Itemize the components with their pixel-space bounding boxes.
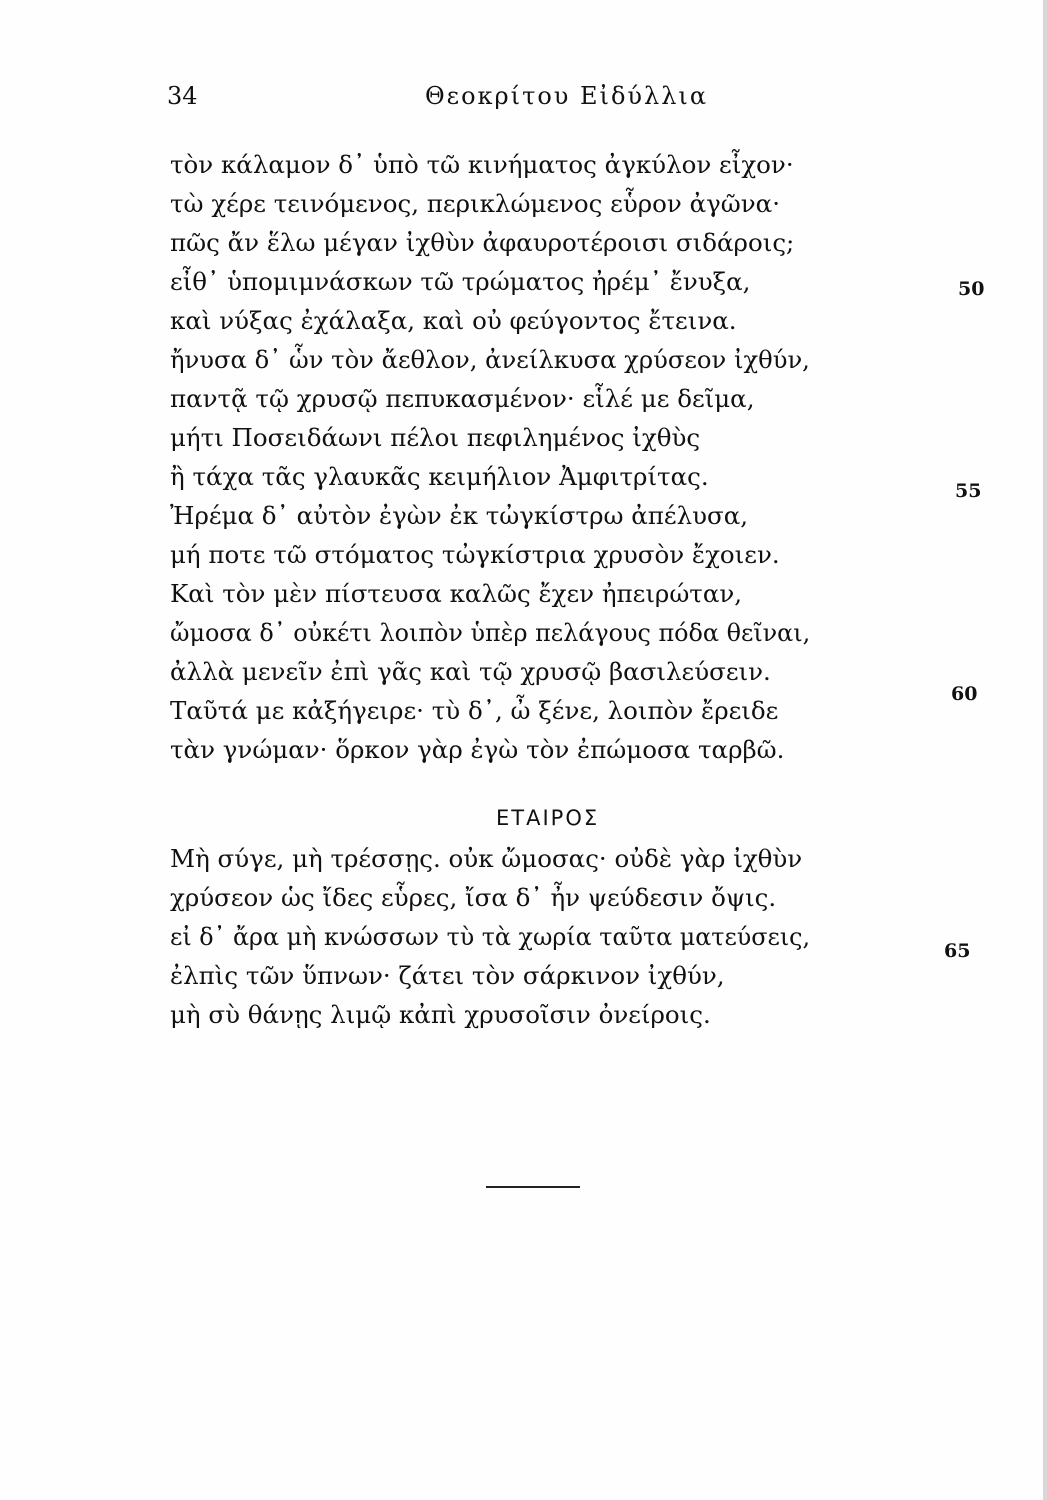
running-title: Θεοκρίτου Εἰδύλλια <box>425 82 709 110</box>
page-header <box>0 82 1047 122</box>
line-number: 55 <box>955 480 982 502</box>
verse-line: ἢ τάχα τᾶς γλαυκᾶς κειμήλιον Ἀμφιτρίτας. <box>170 462 709 491</box>
verse-line: ἤνυσα δ᾽ ὧν τὸν ἄεθλον, ἀνείλκυσα χρύσεον ἰχθύν, <box>170 345 810 374</box>
page-edge-shadow <box>1043 0 1047 1500</box>
verse-line: τὸν κάλαμον δ᾽ ὑπὸ τῶ κινήματος ἀγκύλον εἶχον· <box>170 150 794 179</box>
line-number: 60 <box>951 683 978 705</box>
page-number: 34 <box>167 82 198 110</box>
verse-line: τὼ χέρε τεινόμενος, περικλώμενος εὗρον ἀγῶνα· <box>170 189 780 218</box>
verse-line: τὰν γνώμαν· ὅρκον γὰρ ἐγὼ τὸν ἐπώμοσα ταρβῶ. <box>170 735 785 764</box>
verse-line: Ἠρέμα δ᾽ αὐτὸν ἐγὼν ἐκ τὠγκίστρω ἀπέλυσα, <box>170 501 749 530</box>
verse-line: μή ποτε τῶ στόματος τὠγκίστρια χρυσὸν ἔχοιεν. <box>170 540 780 569</box>
speaker-heading: ΕΤΑΙΡΟΣ <box>496 806 600 830</box>
verse-line: εἶθ᾽ ὑπομιμνάσκων τῶ τρώματος ἠρέμ᾽ ἔνυξα, <box>170 267 751 296</box>
verse-line: παντᾷ τῷ χρυσῷ πεπυκασμένον· εἷλέ με δεῖμα, <box>170 384 755 413</box>
line-number: 65 <box>944 940 971 962</box>
verse-line: μὴ σὺ θάνῃς λιμῷ κἀπὶ χρυσοῖσιν ὀνείροις. <box>170 1000 711 1029</box>
verse-line: πῶς ἄν ἕλω μέγαν ἰχθὺν ἀφαυροτέροισι σιδάροις; <box>170 228 795 257</box>
verse-line: καὶ νύξας ἐχάλαξα, καὶ οὐ φεύγοντος ἔτεινα. <box>170 306 737 335</box>
verse-line: ἀλλὰ μενεῖν ἐπὶ γᾶς καὶ τῷ χρυσῷ βασιλεύσειν. <box>170 657 771 686</box>
verse-line: Καὶ τὸν μὲν πίστευσα καλῶς ἔχεν ἠπειρώταν, <box>170 579 743 608</box>
verse-line: ὤμοσα δ᾽ οὐκέτι λοιπὸν ὑπὲρ πελάγους πόδα θεῖναι, <box>170 618 811 647</box>
end-rule <box>486 1186 580 1188</box>
verse-line: ἐλπὶς τῶν ὕπνων· ζάτει τὸν σάρκινον ἰχθύν, <box>170 961 725 990</box>
verse-line: εἰ δ᾽ ἄρα μὴ κνώσσων τὺ τὰ χωρία ταῦτα ματεύσεις, <box>170 922 811 951</box>
verse-line: χρύσεον ὡς ἴδες εὗρες, ἴσα δ᾽ ἦν ψεύδεσιν ὄψις. <box>170 883 777 912</box>
verse-line: Ταῦτά με κἀξήγειρε· τὺ δ᾽, ὦ ξένε, λοιπὸν ἔρειδε <box>170 696 779 725</box>
verse-line: μήτι Ποσειδάωνι πέλοι πεφιλημένος ἰχθὺς <box>170 423 701 452</box>
line-number: 50 <box>958 278 985 300</box>
verse-line: Μὴ σύγε, μὴ τρέσσῃς. οὐκ ὤμοσας· οὐδὲ γὰρ ἰχθὺν <box>170 844 803 873</box>
